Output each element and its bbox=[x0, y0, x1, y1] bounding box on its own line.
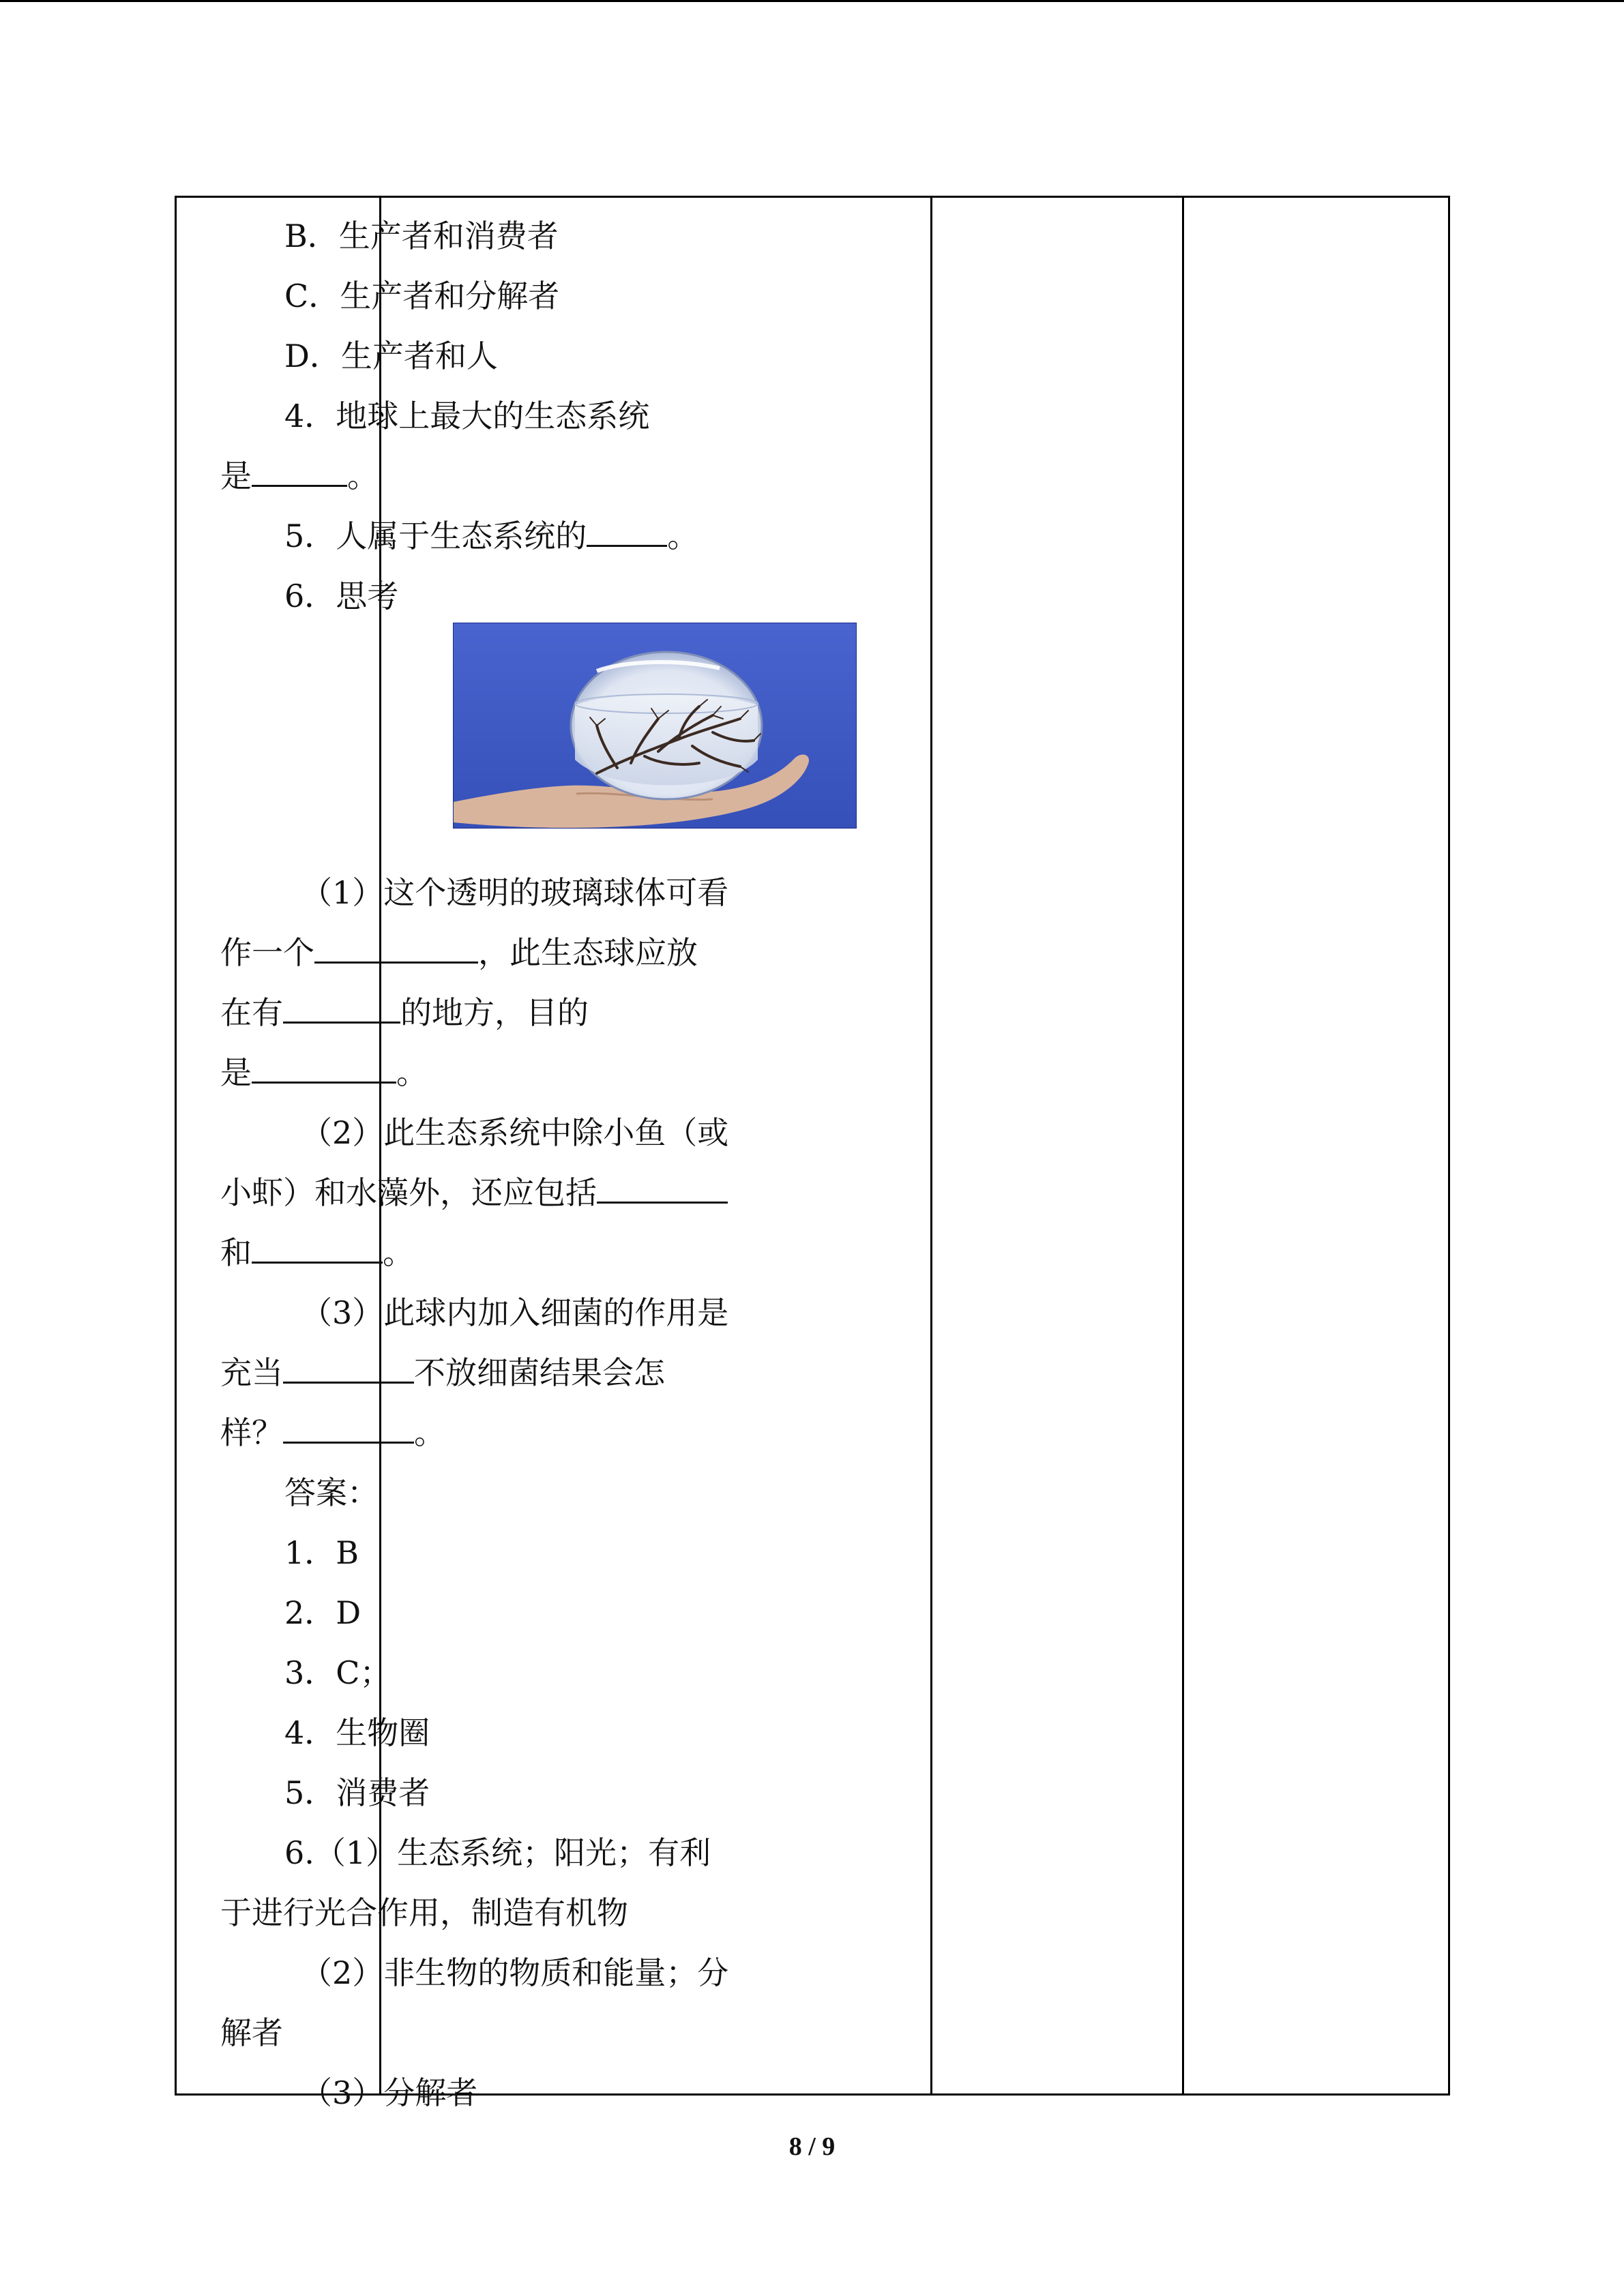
question-4-cont: 是 。 bbox=[220, 458, 379, 494]
question-5: 5．人属于生态系统的 。 bbox=[284, 518, 699, 554]
answer-blank bbox=[283, 1414, 414, 1444]
q6-part2-line3: 和 。 bbox=[220, 1234, 414, 1271]
q6-part1-line1: （1）这个透明的玻璃球体可看 bbox=[301, 874, 729, 911]
page-top-border bbox=[0, 0, 1624, 2]
answer-blank bbox=[597, 1174, 728, 1204]
answer-6-part2-line2: 解者 bbox=[220, 2014, 283, 2051]
page-number: 8 / 9 bbox=[788, 2132, 836, 2161]
answer-1: 1．B bbox=[284, 1534, 359, 1571]
answer-blank bbox=[283, 994, 400, 1024]
question-6-title: 6．思考 bbox=[284, 578, 399, 614]
answer-3: 3．C； bbox=[284, 1654, 392, 1691]
table-col-divider-2 bbox=[930, 198, 932, 2093]
answer-blank bbox=[252, 1054, 396, 1084]
ecosphere-photo bbox=[453, 623, 857, 829]
q6-part1-line4: 是 。 bbox=[220, 1054, 428, 1091]
answer-6-part2-line1: （2）非生物的物质和能量；分 bbox=[301, 1954, 729, 1991]
q6-part1-line3: 在有 的地方，目的 bbox=[220, 994, 589, 1031]
q6-part1-line2: 作一个 ，此生态球应放 bbox=[220, 934, 698, 971]
q6-part3-line3: 样？ 。 bbox=[220, 1414, 445, 1451]
answer-6-part1-line1: 6.（1）生态系统；阳光；有利 bbox=[284, 1834, 711, 1871]
answer-blank bbox=[587, 518, 667, 547]
question-4: 4．地球上最大的生态系统 bbox=[284, 398, 650, 434]
answer-4: 4．生物圈 bbox=[284, 1714, 430, 1751]
answer-blank bbox=[252, 1234, 383, 1264]
answer-6-part1-line2: 于进行光合作用，制造有机物 bbox=[220, 1894, 628, 1931]
option-c: C．生产者和分解者 bbox=[284, 278, 560, 314]
answer-2: 2．D bbox=[284, 1594, 361, 1631]
answer-blank bbox=[314, 934, 478, 964]
q6-part3-line2: 充当 不放细菌结果会怎 bbox=[220, 1354, 665, 1391]
table-col-divider-3 bbox=[1182, 198, 1184, 2093]
q6-part2-line1: （2）此生态系统中除小鱼（或 bbox=[301, 1114, 729, 1151]
q6-part2-line2: 小虾）和水藻外，还应包括 bbox=[220, 1173, 728, 1212]
answers-label: 答案： bbox=[284, 1474, 379, 1511]
answer-blank bbox=[283, 1354, 414, 1384]
answer-blank bbox=[252, 458, 347, 487]
answer-5: 5．消费者 bbox=[284, 1774, 430, 1811]
option-d: D．生产者和人 bbox=[284, 338, 498, 374]
q6-part3-line1: （3）此球内加入细菌的作用是 bbox=[301, 1294, 729, 1331]
answer-6-part3: （3）分解者 bbox=[301, 2074, 478, 2111]
option-b: B．生产者和消费者 bbox=[284, 218, 559, 254]
